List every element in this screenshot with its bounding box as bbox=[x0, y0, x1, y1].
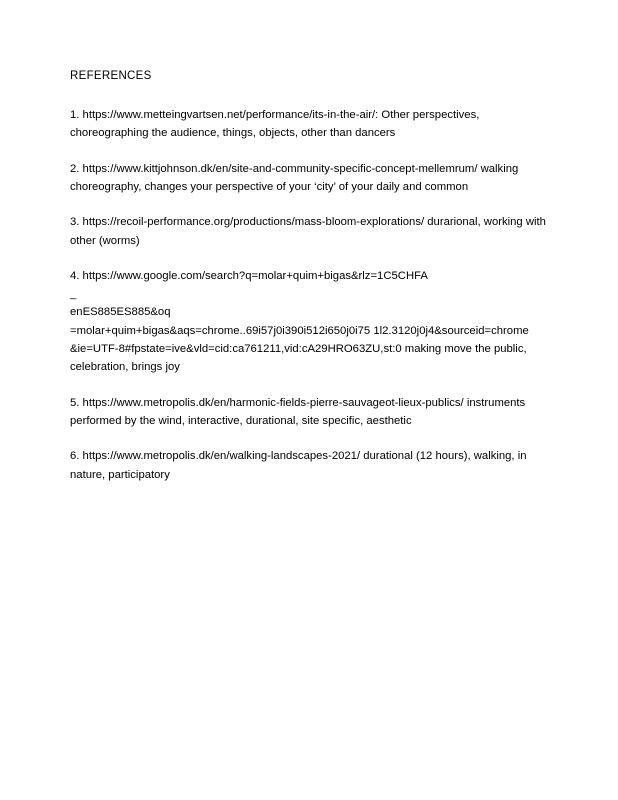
reference-line: &ie=UTF-8#fpstate=ive&vld=cid:ca761211,vid:cA29HRO63ZU,st:0 making move the public, bbox=[70, 343, 527, 356]
references-list bbox=[70, 106, 548, 484]
reference-line: =molar+quim+bigas&aqs=chrome..69i57j0i390i512i650j0i75 1l2.3120j0j4&sourceid=chrome bbox=[70, 324, 529, 337]
reference-entry-5 bbox=[70, 394, 548, 431]
reference-line: other (worms) bbox=[70, 234, 140, 247]
reference-entry-6 bbox=[70, 447, 548, 484]
reference-line: performed by the wind, interactive, durational, site specific, aesthetic bbox=[70, 414, 412, 427]
reference-line: 2. https://www.kittjohnson.dk/en/site-and-community-specific-concept-mellemrum/ walking bbox=[70, 162, 519, 175]
reference-line: nature, participatory bbox=[70, 468, 170, 481]
reference-entry-4 bbox=[70, 267, 548, 377]
reference-line: choreography, changes your perspective of your ‘city’ of your daily and common bbox=[70, 180, 469, 193]
reference-line: choreographing the audience, things, objects, other than dancers bbox=[70, 127, 396, 140]
reference-line: enES885ES885&oq bbox=[70, 306, 171, 319]
reference-entry-1 bbox=[70, 106, 548, 143]
reference-line: 4. https://www.google.com/search?q=molar+quim+bigas&rlz=1C5CHFA bbox=[70, 269, 428, 282]
reference-entry-2 bbox=[70, 160, 548, 197]
reference-line: 1. https://www.metteingvartsen.net/performance/its-in-the-air/: Other perspectives, bbox=[70, 109, 480, 122]
reference-line: _ bbox=[70, 288, 77, 301]
reference-line: celebration, brings joy bbox=[70, 361, 180, 374]
reference-line: 3. https://recoil-performance.org/productions/mass-bloom-explorations/ durarional, working with bbox=[70, 216, 546, 229]
reference-line: 5. https://www.metropolis.dk/en/harmonic-fields-pierre-sauvageot-lieux-publics/ instruments bbox=[70, 396, 526, 409]
reference-line: 6. https://www.metropolis.dk/en/walking-landscapes-2021/ durational (12 hours), walking, in bbox=[70, 450, 527, 463]
reference-entry-3 bbox=[70, 213, 548, 250]
page-title: REFERENCES bbox=[70, 70, 152, 82]
